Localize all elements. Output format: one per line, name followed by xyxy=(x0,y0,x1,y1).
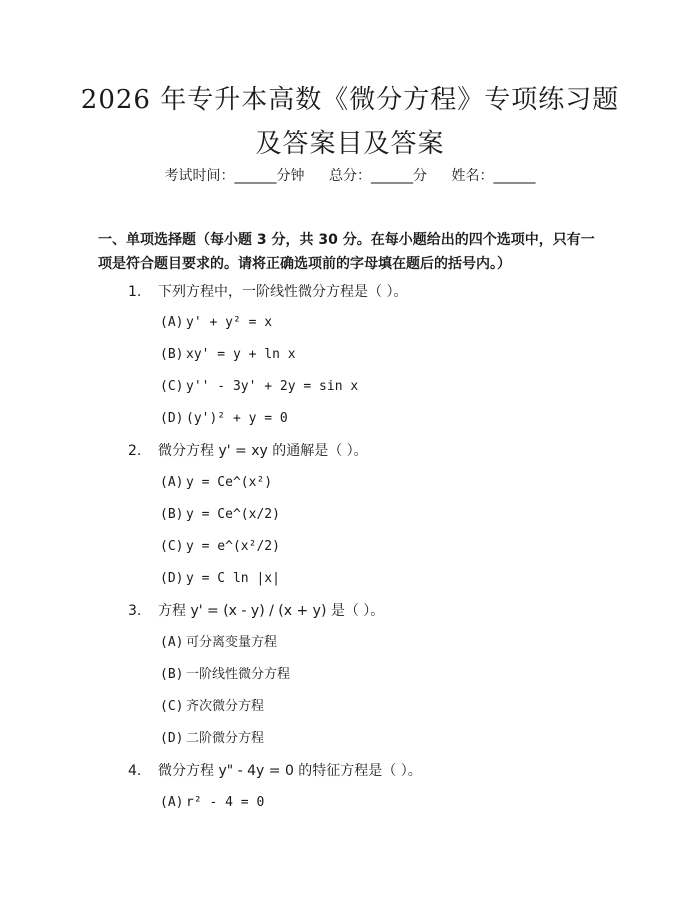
option-label: (C) xyxy=(160,379,184,394)
exam-name: 姓名：______ xyxy=(451,168,536,184)
exam-score: 总分：______分 xyxy=(329,168,427,184)
option-1b xyxy=(160,345,600,365)
option-2d xyxy=(160,569,600,589)
option-text: (y')² + y = 0 xyxy=(186,411,288,426)
title-line-2: 及答案目及答案 xyxy=(255,129,445,159)
question-2 xyxy=(128,441,608,461)
question-stem: 方程 y' = (x - y) / (x + y) 是（ ）。 xyxy=(158,603,385,619)
option-label: (D) xyxy=(160,571,184,586)
question-number: 2. xyxy=(128,443,142,459)
option-label: (C) xyxy=(160,699,184,714)
question-stem: 微分方程 y" - 4y = 0 的特征方程是（ ）。 xyxy=(158,763,422,779)
question-3 xyxy=(128,601,608,621)
option-text: y = Ce^(x²) xyxy=(186,475,273,490)
option-3b xyxy=(160,665,600,685)
option-label: (C) xyxy=(160,539,184,554)
question-4 xyxy=(128,761,608,781)
option-2a xyxy=(160,473,600,493)
option-2c xyxy=(160,537,600,557)
exam-time: 考试时间：______分钟 xyxy=(164,168,305,184)
question-stem: 下列方程中，一阶线性微分方程是（ ）。 xyxy=(158,284,408,300)
option-label: (A) xyxy=(160,315,184,330)
option-label: (B) xyxy=(160,507,184,522)
option-2b xyxy=(160,505,600,525)
section-heading: 一、单项选择题（每小题 3 分，共 30 分。在每小题给出的四个选项中，只有一项是符合题目要求的。请将正确选项前的字母填在题后的括号内。） xyxy=(98,232,595,272)
option-label: (A) xyxy=(160,635,184,650)
option-text: 可分离变量方程 xyxy=(186,635,278,650)
document-title xyxy=(0,78,700,166)
option-label: (B) xyxy=(160,667,184,682)
option-4a xyxy=(160,793,600,813)
question-number: 3. xyxy=(128,603,142,619)
question-stem: 微分方程 y' = xy 的通解是（ ）。 xyxy=(158,443,368,459)
option-label: (B) xyxy=(160,347,184,362)
option-text: 齐次微分方程 xyxy=(186,699,265,714)
question-number: 4. xyxy=(128,763,142,779)
option-1a xyxy=(160,313,600,333)
option-3d xyxy=(160,729,600,749)
question-1 xyxy=(128,282,608,302)
option-3c xyxy=(160,697,600,717)
option-text: y'' - 3y' + 2y = sin x xyxy=(186,379,359,394)
option-label: (A) xyxy=(160,795,184,810)
option-label: (A) xyxy=(160,475,184,490)
option-text: 一阶线性微分方程 xyxy=(186,667,291,682)
question-number: 1. xyxy=(128,284,142,300)
option-label: (D) xyxy=(160,731,184,746)
title-line-1: 2026 年专升本高数《微分方程》专项练习题 xyxy=(80,85,620,115)
option-text: xy' = y + ln x xyxy=(186,347,296,362)
option-label: (D) xyxy=(160,411,184,426)
option-text: 二阶微分方程 xyxy=(186,731,265,746)
option-text: y = Ce^(x/2) xyxy=(186,507,280,522)
exam-info xyxy=(0,165,700,185)
option-text: y = C ln |x| xyxy=(186,571,280,586)
option-text: y = e^(x²/2) xyxy=(186,539,280,554)
option-1c xyxy=(160,377,600,397)
option-3a xyxy=(160,633,600,653)
option-1d xyxy=(160,409,600,429)
option-text: y' + y² = x xyxy=(186,315,273,330)
option-text: r² - 4 = 0 xyxy=(186,795,265,810)
